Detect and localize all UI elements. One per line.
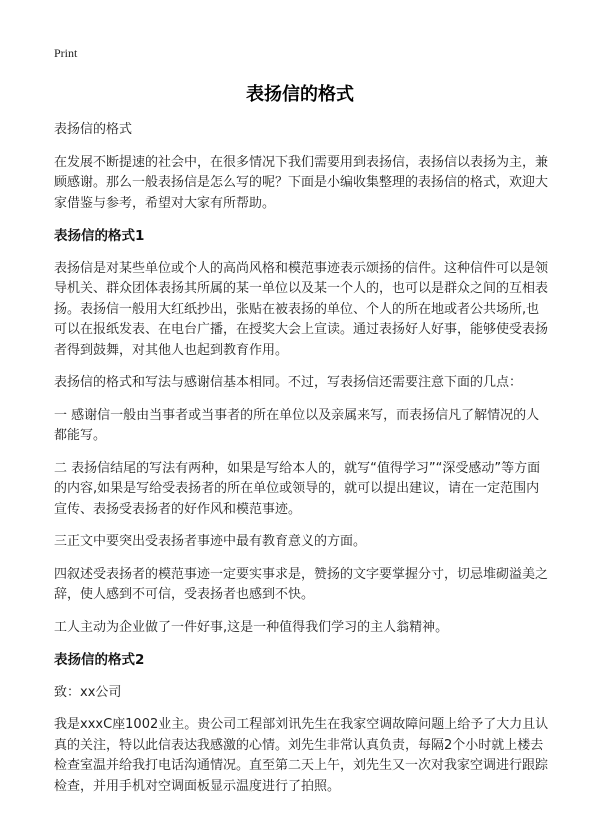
document-title: 表扬信的格式 [246, 84, 354, 105]
section1-paragraph: 表扬信的格式和写法与感谢信基本相同。不过，写表扬信还需要注意下面的几点： [54, 375, 523, 390]
intro-subtitle: 表扬信的格式 [54, 122, 133, 137]
section1-paragraph: 一 感谢信一般由当事者或当事者的所在单位以及亲属来写，而表扬信凡了解情况的人都能写。 [54, 407, 540, 443]
section1-paragraph: 工人主动为企业做了一件好事,这是一种值得我们学习的主人翁精神。 [54, 619, 449, 635]
intro-paragraph: 在发展不断提速的社会中，在很多情况下我们需要用到表扬信，表扬信以表扬为主，兼顾感谢。那么一般表扬信是怎么写的呢？下面是小编收集整理的表扬信的格式，欢迎大家借鉴与参考，希望对大家有所帮助。 [54, 154, 549, 211]
section1-paragraph: 二 表扬信结尾的写法有两种，如果是写给本人的，就写“值得学习”“深受感动”等方面的内容,如果是写给受表扬者的所在单位或领导的，就可以提出建议，请在一定范围内宣传、表扬受表扬者的好作风和模范事迹。 [54, 460, 541, 517]
section1-paragraph: 三正文中要突出受表扬者事迹中最有教育意义的方面。 [54, 534, 367, 549]
section2-heading: 表扬信的格式2 [54, 652, 145, 668]
print-label: Print [54, 46, 78, 60]
section1-paragraph: 四叙述受表扬者的模范事迹一定要实事求是，赞扬的文字要掌握分寸，切忌堆砌溢美之辞，使人感到不可信，受表扬者也感到不快。 [54, 566, 549, 602]
section1-paragraph: 表扬信是对某些单位或个人的高尚风格和模范事迹表示颂扬的信件。这种信件可以是领导机关、群众团体表扬其所属的某一单位以及某一个人的，也可以是群众之间的互相表扬。表扬信一般用大红纸抄出，张贴在被表扬的单位、个人的所在地或者公共场所,也可以在报纸发表、在电台广播，在授奖大会上宣读。通过表扬好人好事，能够使受表扬者得到鼓舞，对其他人也起到教育作用。 [54, 260, 549, 358]
section1-heading: 表扬信的格式1 [54, 228, 145, 244]
section2-salutation: 致：xx公司 [54, 684, 122, 700]
section2-paragraph: 我是xxxC座1002业主。贵公司工程部刘讯先生在我家空调故障问题上给予了大力且认真的关注，特以此信表达我感激的心情。刘先生非常认真负责，每隔2个小时就上楼去检查室温并给我打电话沟通情况。直至第二天上午，刘先生又一次对我家空调进行跟踪检查，并用手机对空调面板显示温度进行了拍照。 [54, 717, 549, 794]
document-body [54, 120, 550, 809]
